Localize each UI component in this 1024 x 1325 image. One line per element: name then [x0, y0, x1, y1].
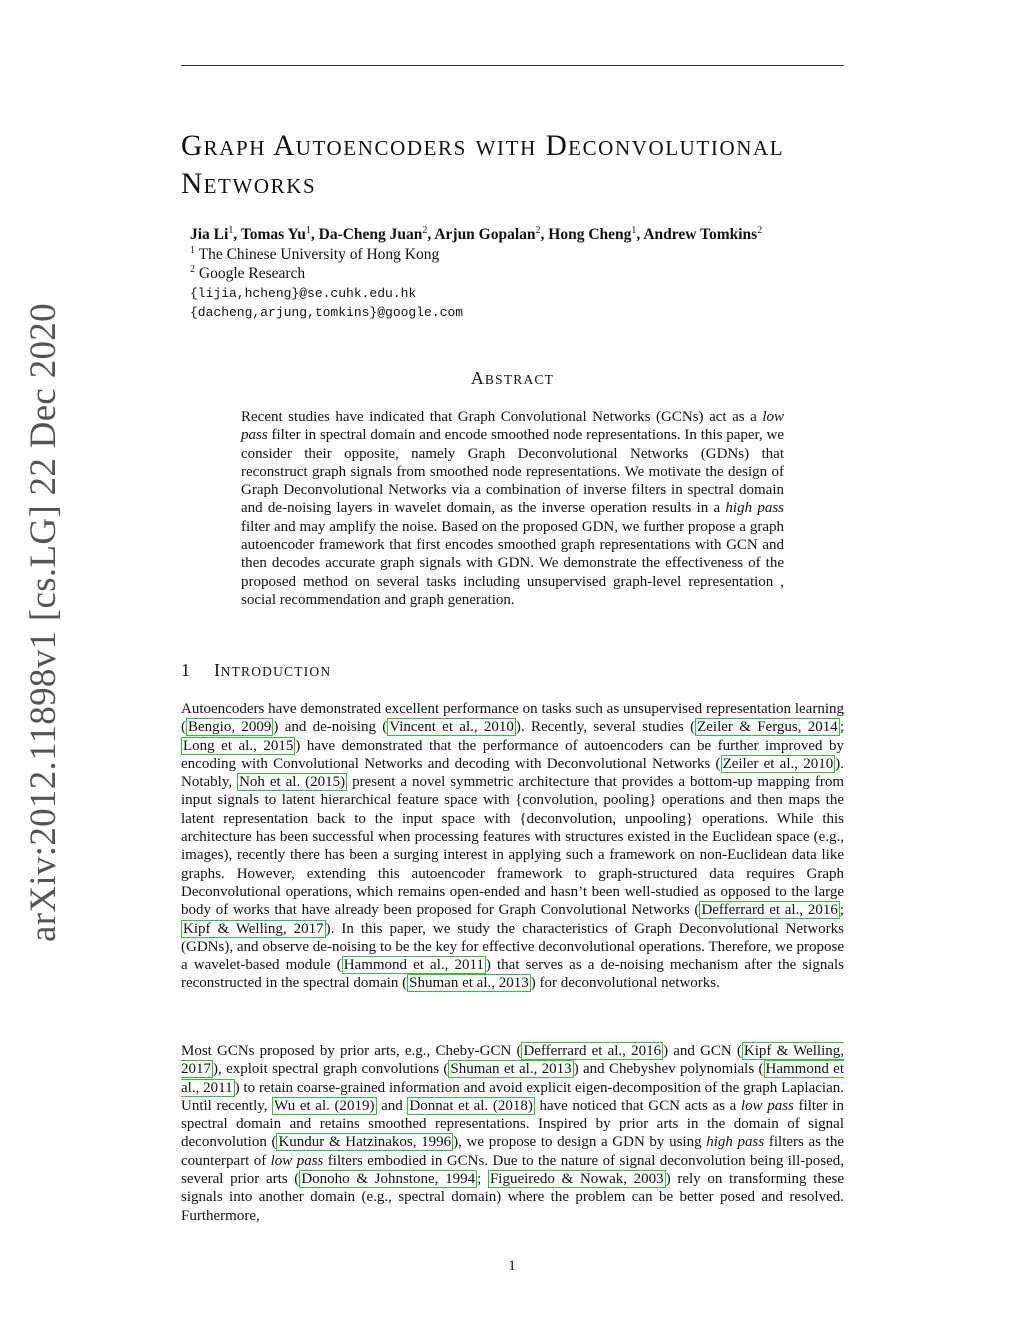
- author-block: [190, 225, 850, 323]
- author: Arjun Gopalan$^2$: [434, 224, 541, 243]
- author: Tomas Yu$^1$: [240, 224, 311, 243]
- citation-link[interactable]: Zeiler et al., 2010: [722, 755, 834, 772]
- page-number: 1: [508, 1258, 516, 1274]
- citation-link[interactable]: Bengio, 2009: [188, 719, 272, 736]
- affiliation: $^2$ Google Research: [190, 263, 306, 282]
- author-list: Jia Li$^1$, Tomas Yu$^1$, Da-Cheng Juan$^2$, Arjun Gopalan$^2$, Hong Cheng$^1$, Andrew Tomkins$^2$: [190, 224, 763, 243]
- email: {lijia,hcheng}@se.cuhk.edu.hk: [190, 285, 417, 301]
- abstract-heading: ABSTRACT: [470, 368, 555, 388]
- citation-link[interactable]: Shuman et al., 2013: [450, 1061, 572, 1078]
- citation-link[interactable]: Noh et al. (2015): [239, 774, 346, 791]
- citation-link[interactable]: Hammond et al., 2011: [181, 1061, 844, 1096]
- author: Jia Li$^1$: [190, 224, 234, 243]
- citation-link[interactable]: Wu et al. (2019): [274, 1097, 375, 1114]
- citation-link[interactable]: Long et al., 2015: [183, 737, 294, 754]
- author: Hong Cheng$^1$: [548, 224, 637, 243]
- intro-paragraph-2: Most GCNs proposed by prior arts, e.g., Cheby-GCN ( Defferrard et al., 2016 ) and GCN ( Kipf & Welling, 2017 ), exploit spectral graph convolutions ( Shuman et al., 2013 ) and Chebyshev polynomials ( Hammond et al., 2011 ) to retain coarse-grained information and avoid explicit eigen-decomposition of the graph Laplacian. Until recently, Wu et al. (2019) and Donnat et al. (2018) have noticed that GCN acts as a low pass filter in spectral domain and retains smoothed representations. Inspired by prior arts in the domain of signal deconvolution ( Kundur & Hatzinakos, 1996 ), we propose to design a GDN by using high pass filters as the counterpart of low pass filters embodied in GCNs. Due to the nature of signal deconvolution being ill-posed, several prior arts ( Donoho & Johnstone, 1994 ; Figueiredo & Nowak, 2003 ) rely on transforming these signals into another domain (e.g., spectral domain) where the problem can be better posed and resolved. Furthermore,: [181, 1043, 844, 1224]
- affiliation: $^1$ The Chinese University of Hong Kong: [190, 244, 440, 263]
- intro-paragraph-1: Autoencoders have demonstrated excellent performance on tasks such as unsupervised representation learning ( Bengio, 2009 ) and de-noising ( Vincent et al., 2010 ). Recently, several studies ( Zeiler & Fergus, 2014 ; Long et al., 2015 ) have demonstrated that the performance of autoencoders can be further improved by encoding with Convolutional Networks and decoding with Deconvolutional Networks ( Zeiler et al., 2010 ). Notably, Noh et al. (2015) present a novel symmetric architecture that provides a bottom-up mapping from input signals to latent hierarchical feature space with {convolution, pooling} operations and then maps the latent representation back to the input space with {deconvolution, unpooling} operations. While this architecture has been successful when processing features with structures existed in the Euclidean space (e.g., images), recently there has been a surging interest in applying such a framework on non-Euclidean data like graphs. However, extending this autoencoder framework to graph-structured data requires Graph Deconvolutional operations, which remains open-ended and hasn’t been well-studied as opposed to the large body of works that have already been proposed for Graph Convolutional Networks ( Defferrard et al., 2016 ; Kipf & Welling, 2017 ). In this paper, we study the characteristics of Graph Deconvolutional Networks (GDNs), and observe de-noising to be the key for effective deconvolutional operations. Therefore, we propose a wavelet-based module ( Hammond et al., 2011 ) that serves as a de-noising mechanism after the signals reconstructed in the spectral domain ( Shuman et al., 2013 ) for deconvolutional networks.: [181, 701, 844, 992]
- top-rule: [181, 65, 844, 66]
- paper-title: [181, 128, 851, 204]
- section-heading: 1 INTRODUCTION: [181, 660, 332, 680]
- citation-link[interactable]: Shuman et al., 2013: [409, 975, 529, 992]
- citation-link[interactable]: Donnat et al. (2018): [409, 1097, 533, 1114]
- title-word: WITH: [475, 136, 537, 160]
- citation-link[interactable]: Zeiler & Fergus, 2014: [697, 719, 838, 736]
- abstract-body: Recent studies have indicated that Graph Convolutional Networks (GCNs) act as a low pass filter in spectral domain and encode smoothed node representations. In this paper, we consider their opposite, namely Graph Deconvolutional Networks (GDNs) that reconstruct graph signals from smoothed node representations. We motivate the design of Graph Deconvolutional Networks via a combination of inverse filters in spectral domain and de-noising layers in wavelet domain, as the inverse operation results in a high pass filter and may amplify the noise. Based on the proposed GDN, we further propose a graph autoencoder framework that first encodes smoothed graph representations with GCN and then decodes accurate graph signals with GDN. We demonstrate the effectiveness of the proposed method on several tasks including unsupervised graph-level representation , social recommendation and graph generation.: [241, 409, 785, 608]
- citation-link[interactable]: Hammond et al., 2011: [343, 957, 484, 974]
- citation-link[interactable]: Defferrard et al., 2016: [523, 1043, 662, 1059]
- citation-link[interactable]: Kundur & Hatzinakos, 1996: [278, 1134, 452, 1151]
- citation-link[interactable]: Vincent et al., 2010: [389, 719, 514, 736]
- citation-link[interactable]: Kipf & Welling, 2017: [181, 1043, 844, 1078]
- title-word: DECONVOLUTIONAL: [545, 130, 785, 162]
- title-word: AUTOENCODERS: [273, 130, 467, 162]
- title-word: NETWORKS: [181, 168, 317, 200]
- email: {dacheng,arjung,tomkins}@google.com: [190, 305, 464, 320]
- citation-link[interactable]: Figueiredo & Nowak, 2003: [489, 1171, 664, 1188]
- citation-link[interactable]: Donoho & Johnstone, 1994: [301, 1171, 476, 1188]
- author: Andrew Tomkins$^2$: [643, 224, 763, 243]
- citation-link[interactable]: Kipf & Welling, 2017: [183, 920, 324, 937]
- author: Da-Cheng Juan$^2$: [318, 224, 428, 243]
- arxiv-stamp: arXiv:2012.11898v1 [cs.LG] 22 Dec 2020: [23, 303, 64, 942]
- citation-link[interactable]: Defferrard et al., 2016: [701, 902, 838, 919]
- title-word: GRAPH: [181, 130, 267, 162]
